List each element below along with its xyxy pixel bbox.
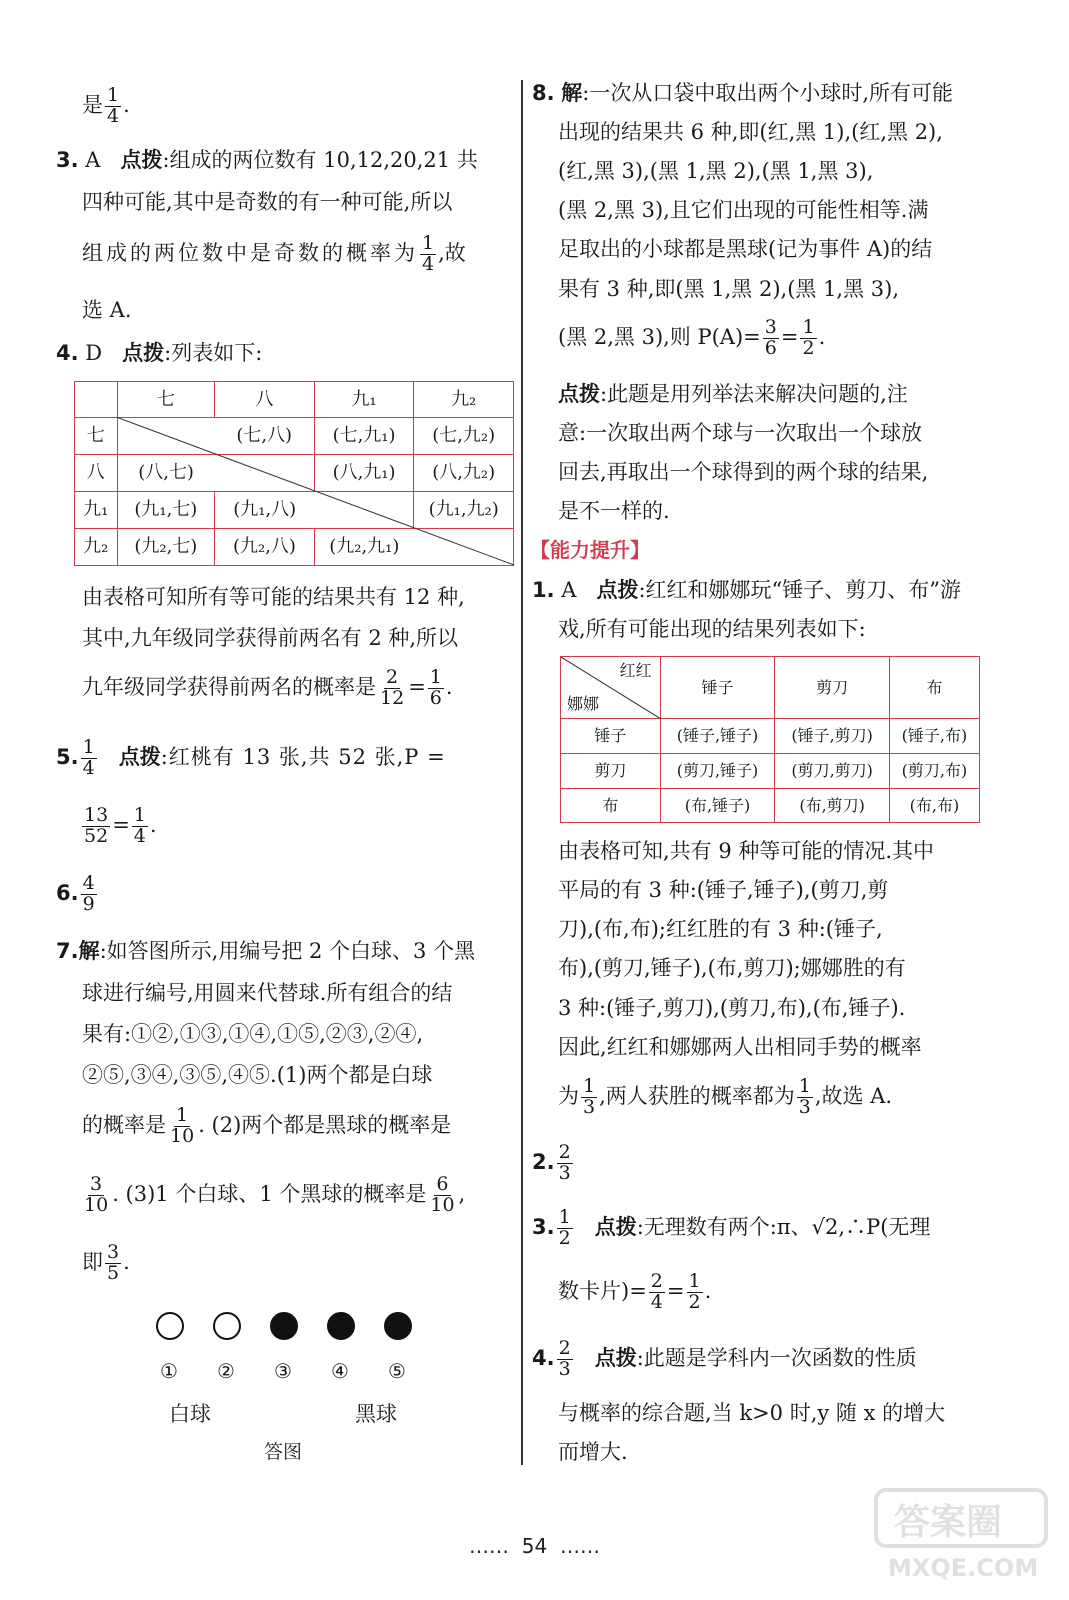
table-row: [561, 789, 980, 823]
white-ball-label: 白球: [169, 1402, 211, 1426]
fraction: $\frac{2}{4}$: [650, 1270, 663, 1313]
fraction: $\frac{3}{5}$: [107, 1241, 120, 1284]
text-line: 其中,九年级同学获得前两名有 2 种,所以: [82, 626, 459, 650]
question-4: 4. D 点拨:列表如下:: [56, 341, 263, 365]
ball-number: ⑤: [388, 1359, 406, 1383]
text-line: 的概率是 $\frac{1}{10}$ . (2)两个都是黑球的概率是: [82, 1104, 452, 1147]
text-line: 九年级同学获得前两名的概率是 $\frac{2}{12}$ = $\frac{1}{6}$ .: [82, 666, 453, 709]
text-line: 刀),(布,布);红红胜的有 3 种:(锤子,: [558, 917, 883, 941]
table-cell: (九₂,九₁): [314, 529, 414, 566]
question-6: 6. $\frac{4}{9}$: [56, 872, 95, 915]
row-label: 九₂: [75, 529, 118, 566]
table-cell: (九₂,八): [215, 529, 315, 566]
text-line: 而增大.: [558, 1440, 628, 1464]
svg-text:MXQE.COM: MXQE.COM: [888, 1554, 1039, 1582]
text-line: 是不一样的.: [558, 499, 670, 523]
text-line: 选 A.: [82, 298, 132, 322]
text-line: 四种可能,其中是奇数的有一种可能,所以: [82, 190, 453, 214]
fraction: $\frac{2}{3}$: [558, 1141, 571, 1184]
table-diagonal-line: [116, 417, 514, 565]
svg-text:答案圈: 答案圈: [894, 1502, 1003, 1543]
fraction: $\frac{1}{4}$: [133, 804, 146, 847]
black-ball-3: [270, 1312, 298, 1340]
corner-top-label: 红红: [619, 661, 652, 680]
text-line: $\frac{3}{10}$ . (3)1 个白球、1 个黑球的概率是 $\frac{6}{10}$ ,: [84, 1173, 466, 1216]
fraction: $\frac{1}{4}$: [422, 232, 435, 275]
table-cell: (八,九₂): [414, 455, 514, 492]
table-cell: (七,九₁): [314, 418, 414, 455]
text-line: 意:一次取出两个球与一次取出一个球放: [558, 421, 923, 445]
text-line: 果有 3 种,即(黑 1,黑 2),(黑 1,黑 3),: [558, 277, 900, 301]
corner-bottom-label: 娜娜: [567, 694, 600, 713]
table-cell: (锤子,布): [889, 719, 979, 754]
table-cell: (布,剪刀): [775, 789, 890, 823]
text-line: 组成的两位数中是奇数的概率为 $\frac{1}{4}$ ,故: [82, 232, 466, 275]
question-8: 8. 解:一次从口袋中取出两个小球时,所有可能: [532, 81, 954, 105]
table-cell: (八,九₁): [314, 455, 414, 492]
table-header: 布: [889, 657, 979, 719]
fraction: $\frac{2}{12}$: [380, 666, 405, 709]
text-line: 点拨:此题是用列举法来解决问题的,注: [558, 382, 908, 406]
text-line: 数卡片)= $\frac{2}{4}$ = $\frac{1}{2}$ .: [558, 1270, 712, 1313]
table-cell: (布,锤子): [660, 789, 775, 823]
text-line: (黑 2,黑 3),则 P(A)= $\frac{3}{6}$ = $\frac{1}{2}$ .: [558, 316, 826, 359]
watermark-graphic: [874, 1484, 1054, 1584]
ball-number: ④: [331, 1359, 349, 1383]
section-title: 【能力提升】: [530, 538, 650, 562]
table-cell: (剪刀,锤子): [660, 754, 775, 789]
table-cell: (剪刀,布): [889, 754, 979, 789]
white-ball-2: [213, 1312, 241, 1340]
text-line: 平局的有 3 种:(锤子,锤子),(剪刀,剪: [558, 878, 889, 902]
text-line: 出现的结果共 6 种,即(红,黑 1),(红,黑 2),: [558, 120, 943, 144]
row-label: 八: [75, 455, 118, 492]
black-ball-label: 黑球: [355, 1402, 397, 1426]
fraction: $\frac{2}{3}$: [558, 1337, 571, 1380]
text-line: (黑 2,黑 3),且它们出现的可能性相等.满: [558, 198, 929, 222]
ball-number: ②: [217, 1359, 235, 1383]
column-divider: [521, 80, 523, 1465]
text-line: 布),(剪刀,锤子),(布,剪刀);娜娜胜的有: [558, 956, 906, 980]
table-header: 八: [215, 382, 315, 418]
text-line: 由表格可知,共有 9 种等可能的情况.其中: [558, 839, 935, 863]
table-cell: (八,七): [117, 455, 215, 492]
fraction: $\frac{1}{4}$: [107, 84, 120, 127]
black-ball-5: [384, 1312, 412, 1340]
text-line: 果有:①②,①③,①④,①⑤,②③,②④,: [82, 1022, 424, 1046]
question-3: 3. A 点拨:组成的两位数有 10,12,20,21 共: [56, 148, 478, 172]
page-number: …… 54 ……: [469, 1534, 600, 1558]
table-cell: (布,布): [889, 789, 979, 823]
fraction: $\frac{1}{4}$: [82, 736, 95, 779]
table-cell: (九₁,七): [117, 492, 215, 529]
text-line: ②⑤,③④,③⑤,④⑤.(1)两个都是白球: [82, 1063, 433, 1087]
table-cell: (九₁,九₂): [414, 492, 514, 529]
question-p1: 1. A 点拨:红红和娜娜玩“锤子、剪刀、布”游: [532, 578, 962, 602]
text-line: 与概率的综合题,当 k>0 时,y 随 x 的增大: [558, 1401, 946, 1425]
text-line: 即 $\frac{3}{5}$ .: [82, 1241, 130, 1284]
fraction: $\frac{4}{9}$: [82, 872, 95, 915]
table-header: 锤子: [660, 657, 775, 719]
fraction: $\frac{3}{6}$: [764, 316, 777, 359]
question-p4: 4. $\frac{2}{3}$ 点拨:此题是学科内一次函数的性质: [532, 1337, 917, 1380]
text-line: 球进行编号,用圆来代替球.所有组合的结: [82, 981, 453, 1005]
table-cell: (锤子,剪刀): [775, 719, 890, 754]
white-ball-1: [156, 1312, 184, 1340]
table-corner: [561, 657, 661, 719]
black-ball-4: [327, 1312, 355, 1340]
ball-number: ③: [274, 1359, 292, 1383]
row-label: 九₁: [75, 492, 118, 529]
row-label: 七: [75, 418, 118, 455]
table-header: 剪刀: [775, 657, 890, 719]
text-line: 戏,所有可能出现的结果列表如下:: [558, 617, 866, 641]
fraction: $\frac{1}{2}$: [558, 1206, 571, 1249]
row-label: 剪刀: [561, 754, 661, 789]
fraction: $\frac{3}{10}$: [84, 1173, 109, 1216]
fraction: $\frac{1}{3}$: [583, 1075, 596, 1118]
text-line: 回去,再取出一个球得到的两个球的结果,: [558, 460, 929, 484]
text-line: 为 $\frac{1}{3}$ ,两人获胜的概率都为 $\frac{1}{3}$ ,故选 A.: [558, 1075, 893, 1118]
fraction: $\frac{1}{10}$: [170, 1104, 195, 1147]
table-cell: (九₂,七): [117, 529, 215, 566]
table-row: [561, 754, 980, 789]
ball-number: ①: [160, 1359, 178, 1383]
text-line: 3 种:(锤子,剪刀),(剪刀,布),(布,锤子).: [558, 996, 906, 1020]
left-line-0: 是 $\frac{1}{4}$ .: [82, 84, 130, 127]
text-line: (红,黑 3),(黑 1,黑 2),(黑 1,黑 3),: [558, 159, 874, 183]
question-p3: 3. $\frac{1}{2}$ 点拨:无理数有两个:π、√2,∴P(无理: [532, 1206, 931, 1249]
table-cell: (七,九₂): [414, 418, 514, 455]
fraction: $\frac{1}{2}$: [802, 316, 815, 359]
table-row: [561, 719, 980, 754]
table-cell: (剪刀,剪刀): [775, 754, 890, 789]
outcome-table-2: [560, 656, 980, 823]
table-cell: (七,八): [215, 418, 315, 455]
text-line: 由表格可知所有等可能的结果共有 12 种,: [82, 585, 465, 609]
question-5: 5. $\frac{1}{4}$ 点拨:红桃有 13 张,共 52 张,P =: [56, 736, 446, 779]
text-line: $\frac{13}{52}$ = $\frac{1}{4}$ .: [84, 804, 157, 847]
fraction: $\frac{6}{10}$: [430, 1173, 455, 1216]
fraction: $\frac{1}{2}$: [688, 1270, 701, 1313]
fraction: $\frac{1}{6}$: [429, 666, 442, 709]
watermark-logo: [874, 1484, 1054, 1584]
fraction: $\frac{1}{3}$: [798, 1075, 811, 1118]
question-7: 7.解:如答图所示,用编号把 2 个白球、3 个黑: [56, 939, 476, 963]
table-header: 九₁: [314, 382, 414, 418]
text-line: 因此,红红和娜娜两人出相同手势的概率: [558, 1035, 922, 1059]
figure-caption: 答图: [264, 1441, 303, 1463]
table-corner: [75, 382, 118, 418]
table-header: 七: [117, 382, 215, 418]
table-cell: (锤子,锤子): [660, 719, 775, 754]
question-p2: 2. $\frac{2}{3}$: [532, 1141, 571, 1184]
row-label: 布: [561, 789, 661, 823]
fraction: $\frac{13}{52}$: [84, 804, 109, 847]
table-cell: (九₁,八): [215, 492, 315, 529]
text-line: 足取出的小球都是黑球(记为事件 A)的结: [558, 237, 933, 261]
table-header: 九₂: [414, 382, 514, 418]
row-label: 锤子: [561, 719, 661, 754]
